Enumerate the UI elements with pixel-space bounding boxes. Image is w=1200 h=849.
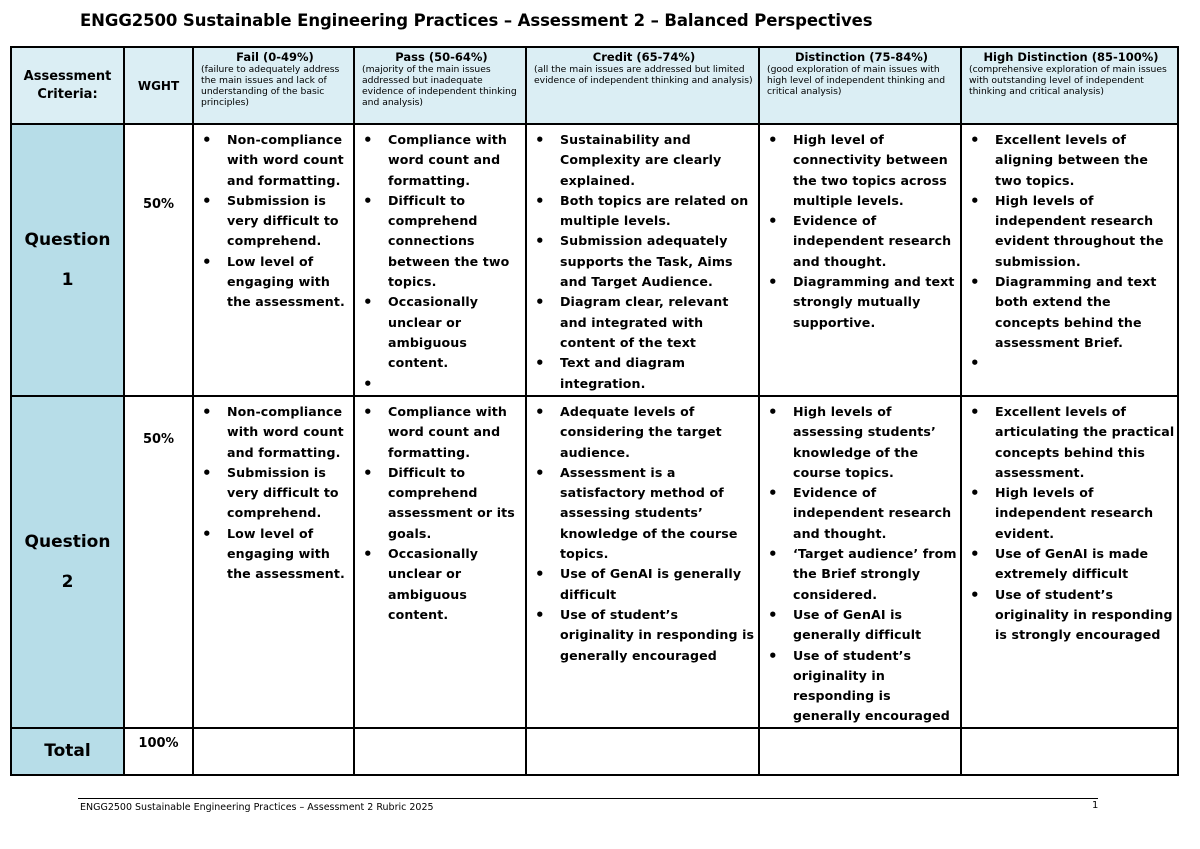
criterion-bullet: • Compliance with word count and formatting. (355, 130, 523, 191)
document-title: ENGG2500 Sustainable Engineering Practices – Assessment 2 – Balanced Perspectives (80, 11, 873, 30)
q1-fail-cell (193, 124, 354, 396)
criterion-bullet: • Use of student’s originality in responding is generally encouraged (760, 646, 958, 727)
question-2-label: Question 2 (11, 396, 124, 728)
total-credit-cell (526, 728, 759, 775)
criterion-bullet: • Both topics are related on multiple levels. (527, 191, 756, 232)
level-header-high-distinction: High Distinction (85-100%) (comprehensive exploration of main issues with outstanding level of independent thinking and critical analysis) (961, 47, 1178, 124)
q2-fail-cell (193, 396, 354, 728)
q2-high-distinction-cell (961, 396, 1178, 728)
criterion-bullet: • Sustainability and Complexity are clearly explained. (527, 130, 756, 191)
q1-pass-cell (354, 124, 526, 396)
criterion-bullet: • Use of GenAI is made extremely difficult (962, 544, 1175, 585)
criterion-bullet: • Non-compliance with word count and formatting. (194, 402, 351, 463)
total-high-distinction-cell (961, 728, 1178, 775)
question-1-weight: 50% (124, 124, 193, 396)
criterion-bullet (355, 374, 523, 394)
q1-distinction-cell (759, 124, 961, 396)
criterion-bullet: • Occasionally unclear or ambiguous content. (355, 544, 523, 625)
total-distinction-cell (759, 728, 961, 775)
q2-pass-cell (354, 396, 526, 728)
criterion-bullet: • Diagramming and text both extend the concepts behind the assessment Brief. (962, 272, 1175, 353)
criterion-bullet: • Text and diagram integration. (527, 353, 756, 394)
total-label: Total (11, 728, 124, 775)
criterion-bullet: • Non-compliance with word count and formatting. (194, 130, 351, 191)
criterion-bullet: • Submission is very difficult to comprehend. (194, 191, 351, 252)
footer-text: ENGG2500 Sustainable Engineering Practices – Assessment 2 Rubric 2025 (80, 802, 434, 813)
criterion-bullet: • Difficult to comprehend connections between the two topics. (355, 191, 523, 292)
q2-distinction-cell (759, 396, 961, 728)
question-2-row (11, 396, 1178, 728)
criterion-bullet: • Excellent levels of aligning between the two topics. (962, 130, 1175, 191)
criterion-bullet: • Difficult to comprehend assessment or its goals. (355, 463, 523, 544)
header-row (11, 47, 1178, 124)
level-header-fail: Fail (0-49%) (failure to adequately address the main issues and lack of understanding of the basic principles) (193, 47, 354, 124)
criterion-bullet: • High level of connectivity between the two topics across multiple levels. (760, 130, 958, 211)
level-header-distinction: Distinction (75-84%) (good exploration of main issues with high level of independent thinking and critical analysis) (759, 47, 961, 124)
criterion-bullet: • Diagramming and text strongly mutually supportive. (760, 272, 958, 333)
question-2-weight: 50% (124, 396, 193, 728)
level-header-credit: Credit (65-74%) (all the main issues are addressed but limited evidence of independent thinking and analysis) (526, 47, 759, 124)
question-1-row (11, 124, 1178, 396)
rubric-table (10, 46, 1179, 776)
criterion-bullet: • Adequate levels of considering the target audience. (527, 402, 756, 463)
criterion-bullet: • Submission adequately supports the Task, Aims and Target Audience. (527, 231, 756, 292)
total-pass-cell (354, 728, 526, 775)
criterion-bullet: • Evidence of independent research and thought. (760, 483, 958, 544)
criterion-bullet: • Compliance with word count and formatting. (355, 402, 523, 463)
question-1-label: Question 1 (11, 124, 124, 396)
criterion-bullet: • Diagram clear, relevant and integrated with content of the text (527, 292, 756, 353)
criterion-bullet: • Low level of engaging with the assessment. (194, 252, 351, 313)
criterion-bullet (962, 353, 1175, 373)
footer-rule (78, 798, 1098, 799)
criterion-bullet: • Use of GenAI is generally difficult (760, 605, 958, 646)
criterion-bullet: • Submission is very difficult to comprehend. (194, 463, 351, 524)
total-fail-cell (193, 728, 354, 775)
criterion-bullet: • Low level of engaging with the assessment. (194, 524, 351, 585)
criterion-bullet: • Excellent levels of articulating the practical concepts behind this assessment. (962, 402, 1175, 483)
criterion-bullet: • High levels of independent research evident. (962, 483, 1175, 544)
level-header-pass: Pass (50-64%) (majority of the main issues addressed but inadequate evidence of independent thinking and analysis) (354, 47, 526, 124)
page-number: 1 (1092, 800, 1099, 811)
total-row (11, 728, 1178, 775)
q1-high-distinction-cell (961, 124, 1178, 396)
criterion-bullet: • Use of student’s originality in responding is strongly encouraged (962, 585, 1175, 646)
q2-credit-cell (526, 396, 759, 728)
total-weight: 100% (124, 728, 193, 775)
weight-header: WGHT (124, 47, 193, 124)
criterion-bullet: • High levels of independent research evident throughout the submission. (962, 191, 1175, 272)
criterion-bullet: • Evidence of independent research and thought. (760, 211, 958, 272)
criterion-bullet: • Occasionally unclear or ambiguous content. (355, 292, 523, 373)
criterion-bullet: • High levels of assessing students’ knowledge of the course topics. (760, 402, 958, 483)
criterion-bullet: • Use of student’s originality in responding is generally encouraged (527, 605, 756, 666)
criterion-bullet: • ‘Target audience’ from the Brief strongly considered. (760, 544, 958, 605)
criterion-bullet: • Use of GenAI is generally difficult (527, 564, 756, 605)
criterion-bullet: • Assessment is a satisfactory method of assessing students’ knowledge of the course topics. (527, 463, 756, 564)
criteria-header: Assessment Criteria: (11, 47, 124, 124)
q1-credit-cell (526, 124, 759, 396)
